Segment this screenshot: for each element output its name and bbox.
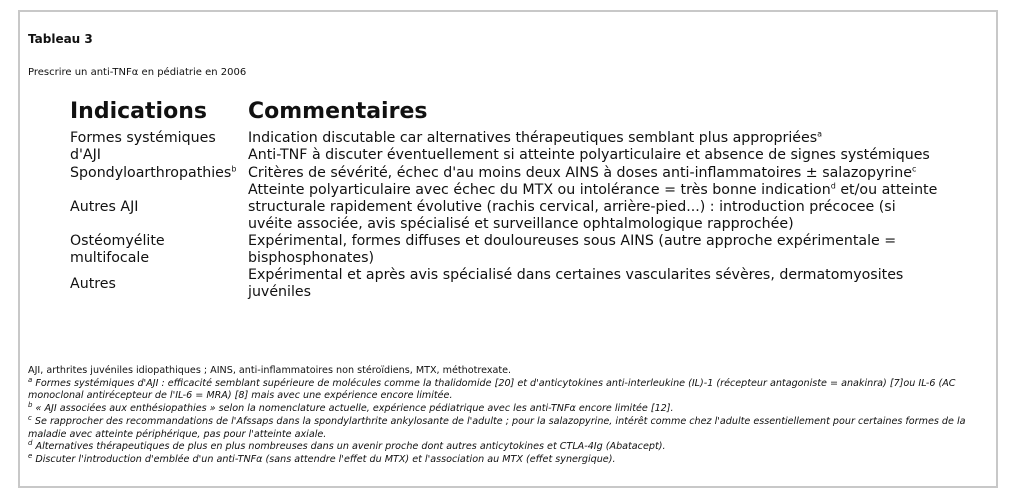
row-comments [248, 233, 938, 267]
indications-table [70, 98, 938, 301]
table-title: Tableau 3 [28, 32, 93, 46]
footnote: $^e$ Discuter l'introduction d'emblée d'un anti-TNFα (sans attendre l'effet du MTX) et l'association au MTX (effet synergique). [28, 451, 616, 465]
table-header-row [70, 98, 938, 130]
row-comments [248, 130, 938, 165]
comment-line: Indication discutable car alternatives thérapeutiques semblant plus appropriées$^a$ [248, 129, 823, 146]
table-notes [28, 365, 983, 467]
row-comments [248, 182, 938, 233]
footnote-mark: a [817, 129, 823, 139]
header-indications: Indications [70, 99, 207, 124]
footnote-mark: d [830, 181, 836, 191]
table-row [70, 182, 938, 233]
footnote-mark: e [28, 451, 33, 460]
comment-line: Expérimental et après avis spécialisé dans certaines vascularites sévères, dermatomyosites juvéniles [248, 267, 904, 300]
table-frame [18, 10, 998, 488]
table-row [70, 130, 938, 165]
row-indication: Ostéomyélite multifocale [70, 233, 165, 266]
comment-line: Atteinte polyarticulaire avec échec du MTX ou intolérance = très bonne indication$^d$ et/ou atteinte structurale rapidement évolutive (rachis cervical, arrière-pied...) : introduction précocee (si uvéite associée, avis spécialisé et surveillance ophtalmologique rapprochée) [248, 181, 938, 232]
footnote-mark: b [28, 400, 33, 409]
footnote-mark: c [911, 164, 917, 174]
row-comments [248, 267, 938, 301]
footnote-mark: c [28, 413, 32, 422]
row-indication: Autres [70, 275, 116, 292]
row-indication: Spondyloarthropathies$^b$ [70, 164, 237, 181]
comment-line: Expérimental, formes diffuses et douloureuses sous AINS (autre approche expérimentale = bisphosphonates) [248, 233, 897, 266]
table-row [70, 267, 938, 301]
table-subtitle: Prescrire un anti-TNFα en pédiatrie en 2006 [28, 67, 247, 78]
abbreviations-legend: AJI, arthrites juvéniles idiopathiques ; AINS, anti-inflammatoires non stéroïdiens, MTX, méthotrexate. [28, 365, 512, 376]
footnote: $^d$ Alternatives thérapeutiques de plus en plus nombreuses dans un avenir proche dont autres anticytokines et CTLA-4Ig (Abatacept). [28, 439, 666, 453]
footnote: $^c$ Se rapprocher des recommandations de l'Afssaps dans la spondylarthrite ankylosante de l'adulte ; pour la salazopyrine, intérêt comme chez l'adulte essentiellement pour certaines formes de la maladie avec atteinte périphérique, pas pour l'atteinte axiale. [28, 413, 966, 440]
footnote: $^a$ Formes systémiques d'AJI : efficacité semblant supérieure de molécules comme la thalidomide [20] et d'anticytokines anti-interleukine (IL)-1 (récepteur antagoniste = anakinra) [7]ou IL-6 (AC monoclonal antirécepteur de l'IL-6 = MRA) [8] mais avec une expérience encore limitée. [28, 375, 956, 402]
row-comments [248, 165, 938, 182]
footnote-mark: a [28, 375, 33, 384]
table-row [70, 165, 938, 182]
header-comments: Commentaires [248, 99, 428, 124]
comment-line: Anti-TNF à discuter éventuellement si atteinte polyarticulaire et absence de signes systémiques [248, 147, 930, 163]
footnote-mark: b [231, 164, 237, 174]
footnote: $^b$ « AJI associées aux enthésiopathies » selon la nomenclature actuelle, expérience pédiatrique avec les anti-TNFα encore limitée [12]. [28, 400, 674, 415]
row-indication: Autres AJI [70, 199, 139, 215]
row-indication: Formes systémiques d'AJI [70, 130, 216, 163]
comment-line: Critères de sévérité, échec d'au moins deux AINS à doses anti-inflammatoires ± salazopyrine$^c$ [248, 164, 917, 181]
table-row [70, 233, 938, 267]
footnote-mark: d [28, 439, 33, 448]
